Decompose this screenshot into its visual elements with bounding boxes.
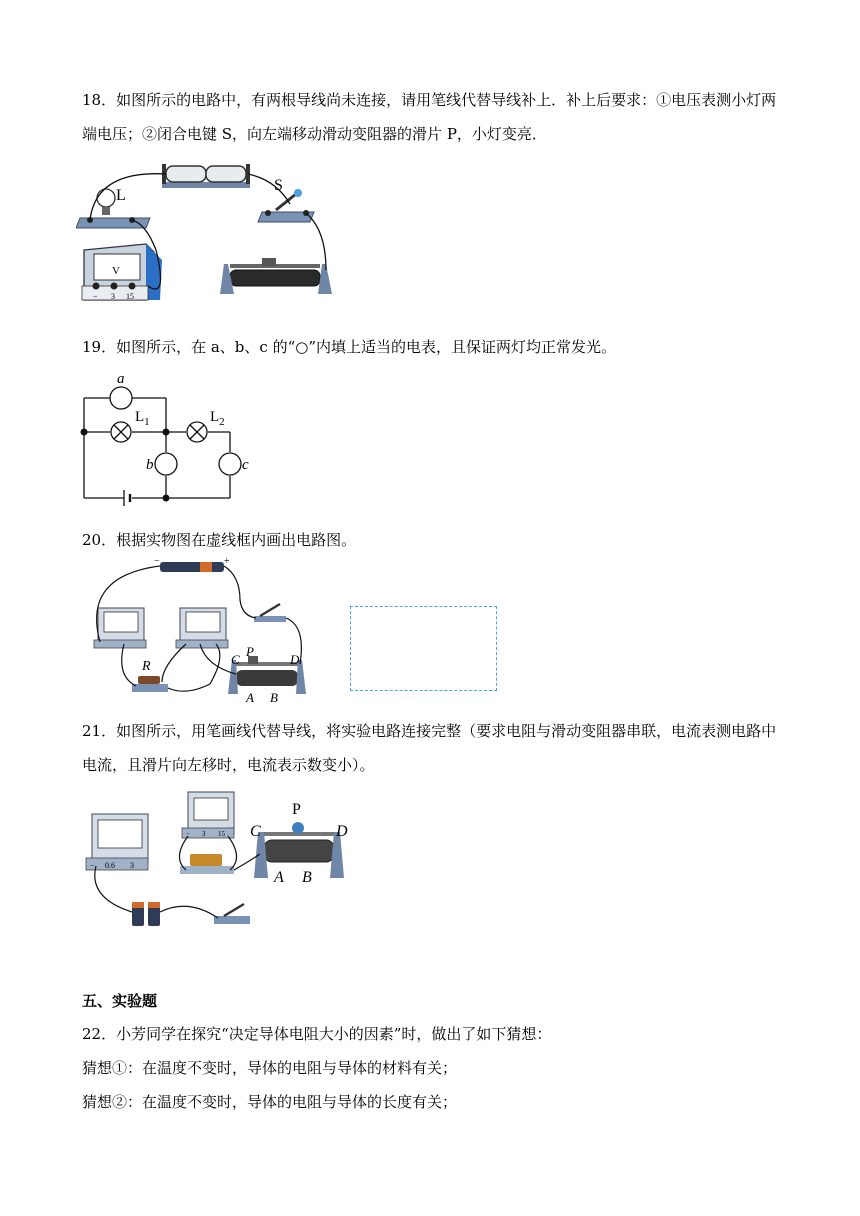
rheostat-coil xyxy=(236,670,298,686)
battery-minus: − xyxy=(154,556,160,567)
resistor-label: R xyxy=(142,659,151,674)
voltmeter-terminal-3: 3 xyxy=(202,830,206,838)
battery-board xyxy=(162,182,250,188)
q19-figure xyxy=(76,372,266,506)
ammeter-terminal-3: 3 xyxy=(130,861,134,870)
rheostat-p: P xyxy=(246,644,254,659)
q21-line-1: 21．如图所示，用笔画线代替导线，将实验电路连接完整（要求电阻与滑动变阻器串联，电流表测电路中 xyxy=(82,722,777,740)
label-l1: $L_1$ xyxy=(135,409,150,428)
ammeter-terminal-minus: − xyxy=(90,861,95,870)
rheostat-p: P xyxy=(292,801,301,818)
switch xyxy=(214,916,250,924)
meter-circle-a xyxy=(110,387,132,409)
section-heading: 五、实验题 xyxy=(82,992,158,1010)
q20-figure xyxy=(76,556,316,708)
q18-line-2: 端电压；②闭合电键 S，向左端移动滑动变阻器的滑片 P，小灯变亮． xyxy=(82,125,547,143)
q22-line-1: 22．小芳同学在探究“决定导体电阻大小的因素”时，做出了如下猜想： xyxy=(82,1025,552,1043)
ammeter-terminal-06: 0.6 xyxy=(105,861,115,870)
voltmeter-terminal-minus: − xyxy=(186,830,190,838)
voltmeter-terminal-15: 15 xyxy=(218,830,225,838)
q22-line-2: 猜想①：在温度不变时，导体的电阻与导体的材料有关； xyxy=(82,1059,458,1077)
q21-line-2: 电流，且滑片向左移时，电流表示数变小）。 xyxy=(82,756,375,774)
switch-label: S xyxy=(274,177,283,194)
switch-lever xyxy=(276,194,296,210)
resistor xyxy=(132,684,168,692)
rheostat-d: D xyxy=(290,652,300,667)
q21-figure xyxy=(78,788,360,930)
rheostat-a: A xyxy=(274,869,284,886)
resistor xyxy=(180,866,234,874)
battery-pack xyxy=(160,562,224,572)
label-b: b xyxy=(146,457,154,473)
q22-line-3: 猜想②：在温度不变时，导体的电阻与导体的长度有关； xyxy=(82,1093,458,1111)
rheostat-b: B xyxy=(302,869,312,886)
meter-circle-c xyxy=(219,453,241,475)
q18-figure xyxy=(76,160,346,308)
switch xyxy=(254,616,286,622)
rheostat-a: A xyxy=(246,690,254,705)
q18-line-1: 18．如图所示的电路中，有两根导线尚未连接，请用笔线代替导线补上．补上后要求：①电压表测小灯两 xyxy=(82,91,777,109)
label-c: c xyxy=(242,457,249,473)
rheostat-c: C xyxy=(231,652,240,667)
rheostat-d: D xyxy=(336,823,348,840)
lamp-label: L xyxy=(116,187,126,204)
lamp-bulb-icon xyxy=(97,189,115,207)
rheostat-c: C xyxy=(250,823,261,840)
meter-circle-b xyxy=(155,453,177,475)
label-l2: $L_2$ xyxy=(210,409,225,428)
label-a: a xyxy=(117,372,125,387)
battery-plus: + xyxy=(224,556,230,567)
answer-box[interactable] xyxy=(350,606,497,691)
rheostat-b: B xyxy=(270,690,278,705)
q19-line-1: 19．如图所示，在 a、b、c 的“○”内填上适当的电表，且保证两灯均正常发光。 xyxy=(82,338,616,356)
voltmeter-terminal-15: 15 xyxy=(126,292,134,301)
voltmeter-label: V xyxy=(112,265,120,277)
voltmeter-terminal-3: 3 xyxy=(111,292,115,301)
rheostat-coil xyxy=(230,270,320,286)
q20-line-1: 20．根据实物图在虚线框内画出电路图。 xyxy=(82,531,357,549)
voltmeter-terminal-minus: − xyxy=(93,292,98,301)
rheostat-coil xyxy=(264,840,334,862)
